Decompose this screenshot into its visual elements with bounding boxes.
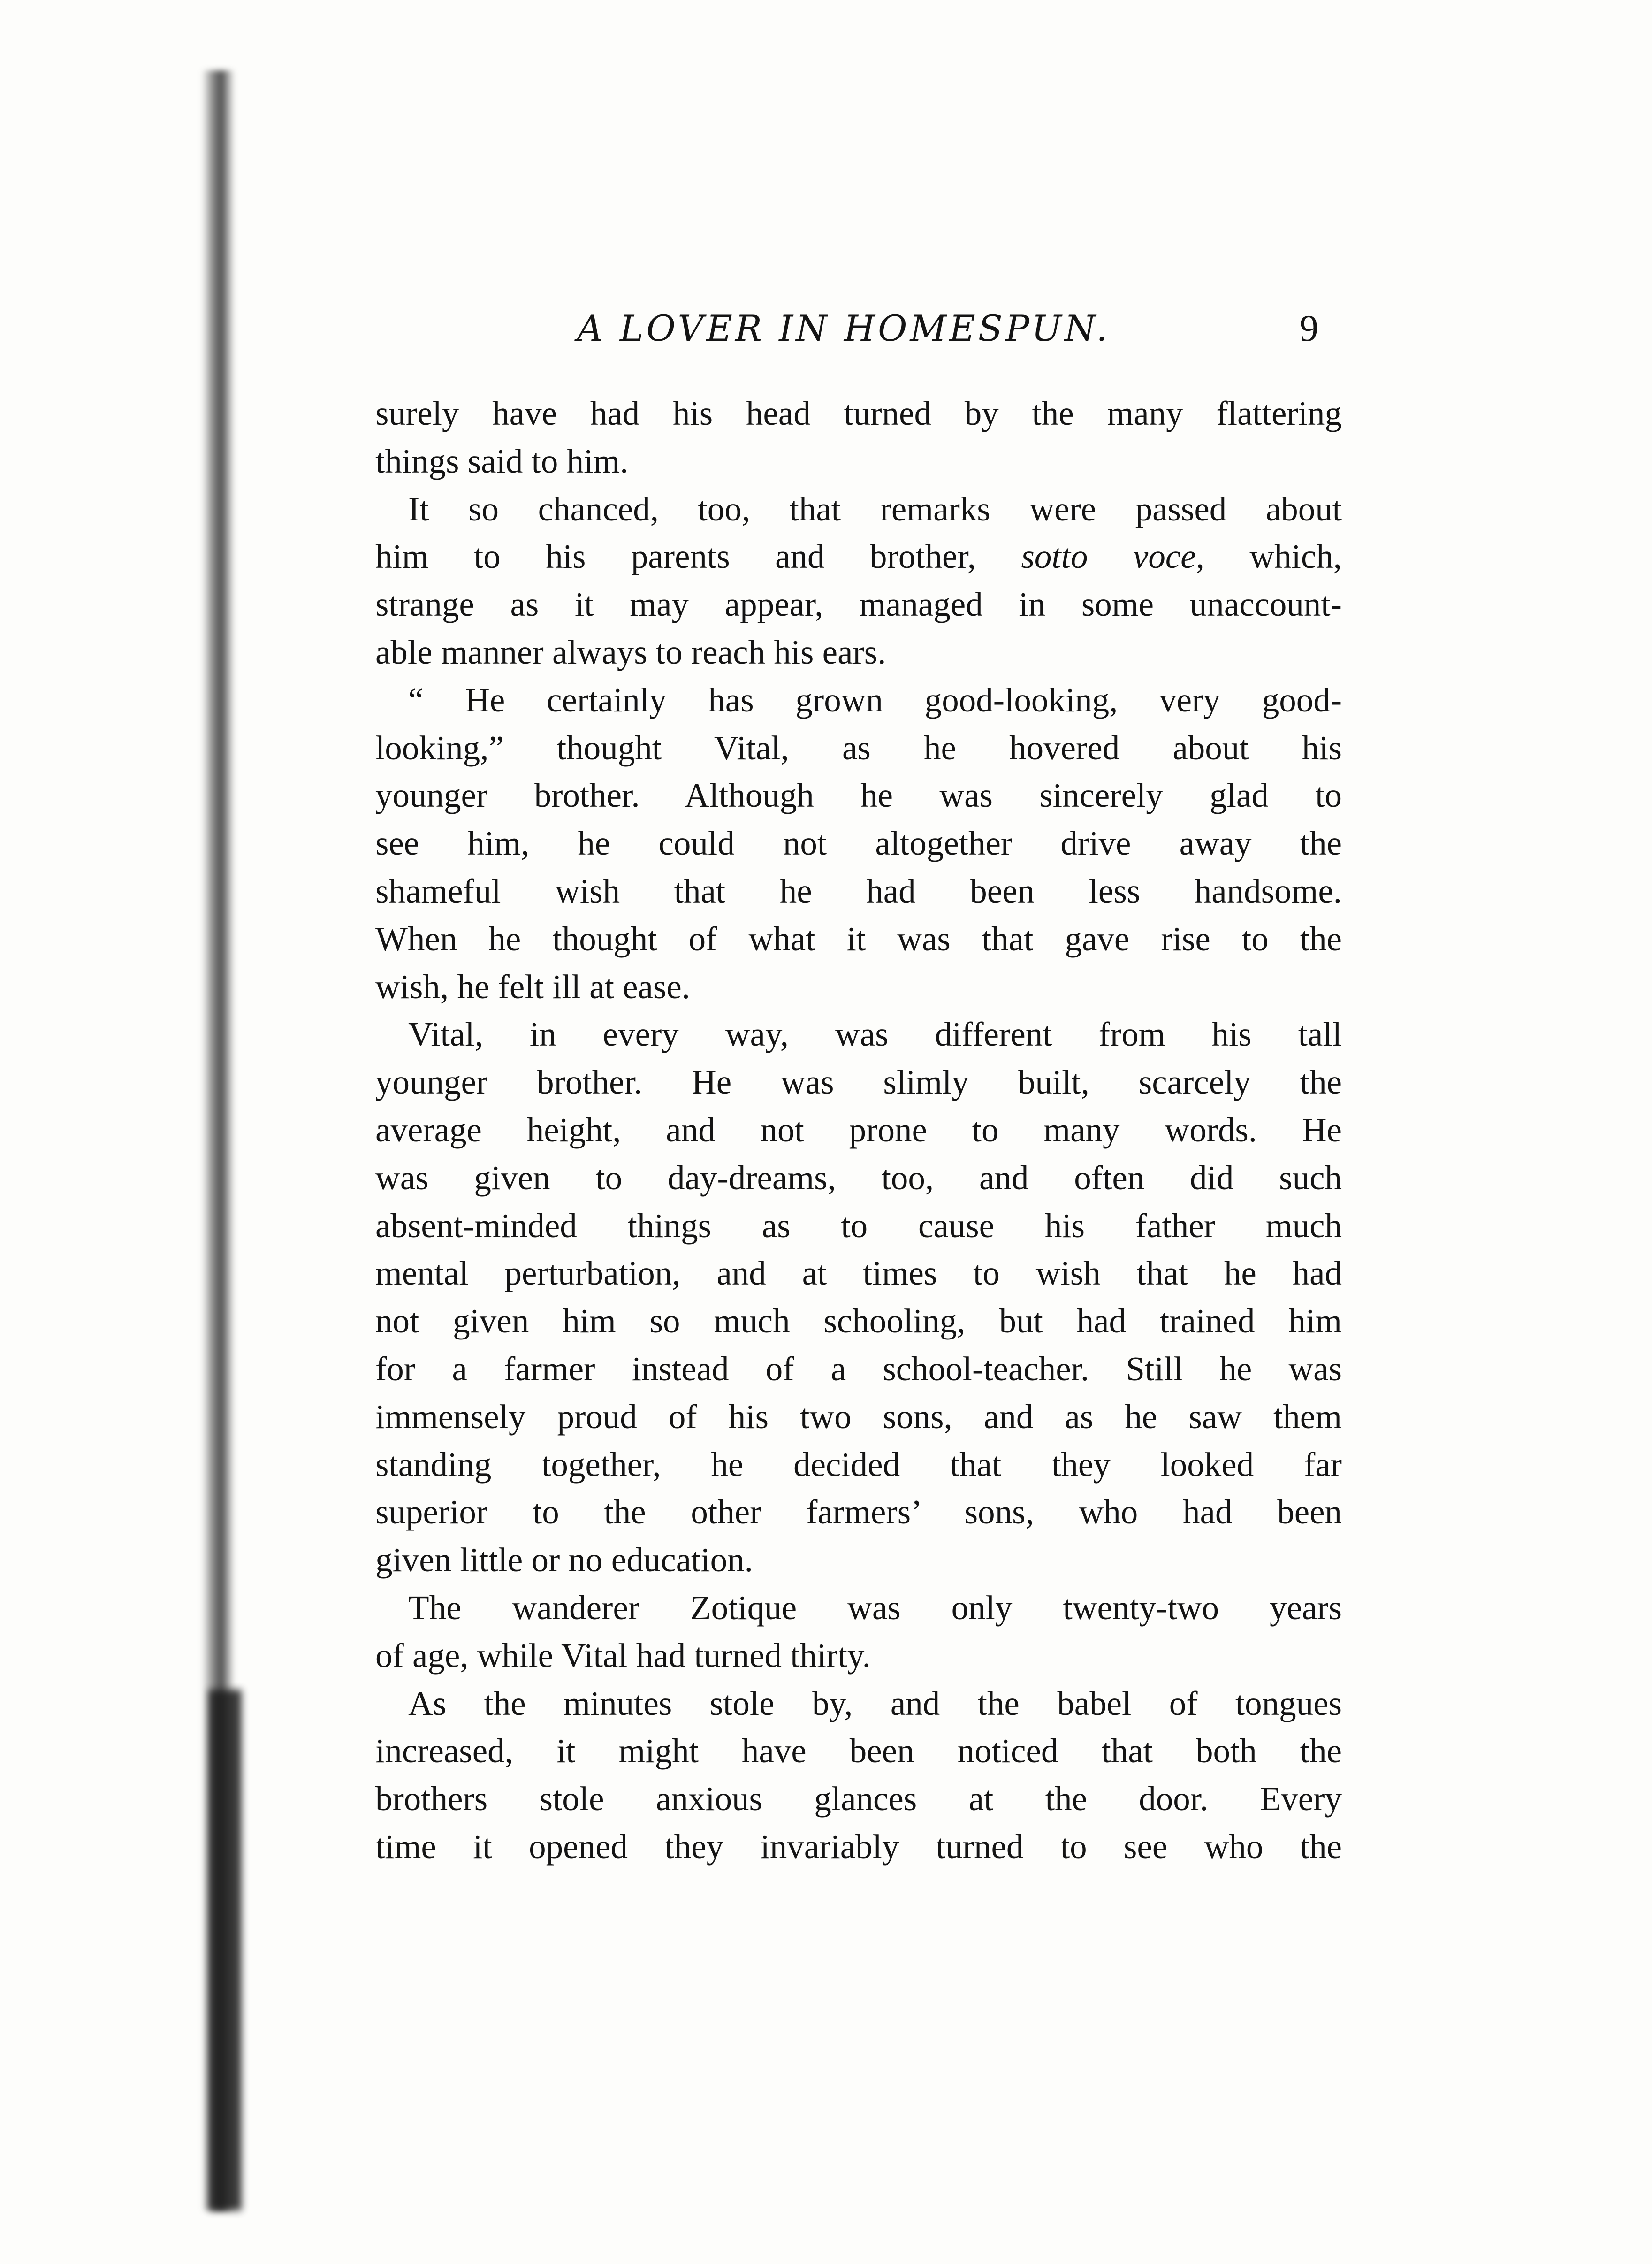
- text-line: younger brother. Although he was sincerely glad to: [375, 776, 1342, 815]
- text-line: immensely proud of his two sons, and as he saw them: [375, 1397, 1342, 1436]
- text-line: given little or no education.: [375, 1541, 753, 1579]
- body-text: [375, 390, 1342, 1871]
- text-line: increased, it might have been noticed that both the: [375, 1732, 1342, 1770]
- text-line: able manner always to reach his ears.: [375, 633, 886, 671]
- text-line: was given to day-dreams, too, and often did such: [375, 1158, 1342, 1197]
- text-line: absent-minded things as to cause his father much: [375, 1206, 1342, 1245]
- text-line: Vital, in every way, was different from his tall: [408, 1015, 1342, 1054]
- page-number: 9: [1300, 308, 1318, 349]
- text-line: superior to the other farmers’ sons, who had been: [375, 1493, 1342, 1531]
- running-head: A LOVER IN HOMESPUN.: [577, 307, 1111, 349]
- text-line: The wanderer Zotique was only twenty-two years: [408, 1588, 1342, 1627]
- text-line: looking,” thought Vital, as he hovered about his: [375, 728, 1342, 767]
- text-line: surely have had his head turned by the many flattering: [375, 394, 1342, 432]
- text-line: standing together, he decided that they looked far: [375, 1445, 1342, 1484]
- text-line: him to his parents and brother, sotto voce, which,: [375, 537, 1342, 576]
- text-line: time it opened they invariably turned to see who the: [375, 1827, 1342, 1866]
- text-line: things said to him.: [375, 442, 629, 480]
- text-line: mental perturbation, and at times to wish that he had: [375, 1254, 1342, 1293]
- text-line: strange as it may appear, managed in some unaccount-: [375, 585, 1342, 624]
- text-line: for a farmer instead of a school-teacher. Still he was: [375, 1349, 1342, 1388]
- text-line: “ He certainly has grown good-looking, very good-: [408, 681, 1342, 719]
- text-line: shameful wish that he had been less handsome.: [375, 872, 1342, 910]
- text-line: of age, while Vital had turned thirty.: [375, 1636, 871, 1675]
- text-line: younger brother. He was slimly built, scarcely the: [375, 1063, 1342, 1101]
- text-line: As the minutes stole by, and the babel of tongues: [408, 1684, 1342, 1722]
- text-line: It so chanced, too, that remarks were passed about: [408, 490, 1342, 528]
- binding-gutter-dark: [209, 1690, 242, 2210]
- text-line: not given him so much schooling, but had trained him: [375, 1302, 1342, 1340]
- text-line: brothers stole anxious glances at the door. Every: [375, 1780, 1342, 1818]
- text-line: see him, he could not altogether drive away the: [375, 824, 1342, 863]
- page-header: [577, 307, 1318, 364]
- text-line: wish, he felt ill at ease.: [375, 967, 690, 1006]
- text-line: When he thought of what it was that gave rise to the: [375, 919, 1342, 958]
- text-line: average height, and not prone to many words. He: [375, 1110, 1342, 1149]
